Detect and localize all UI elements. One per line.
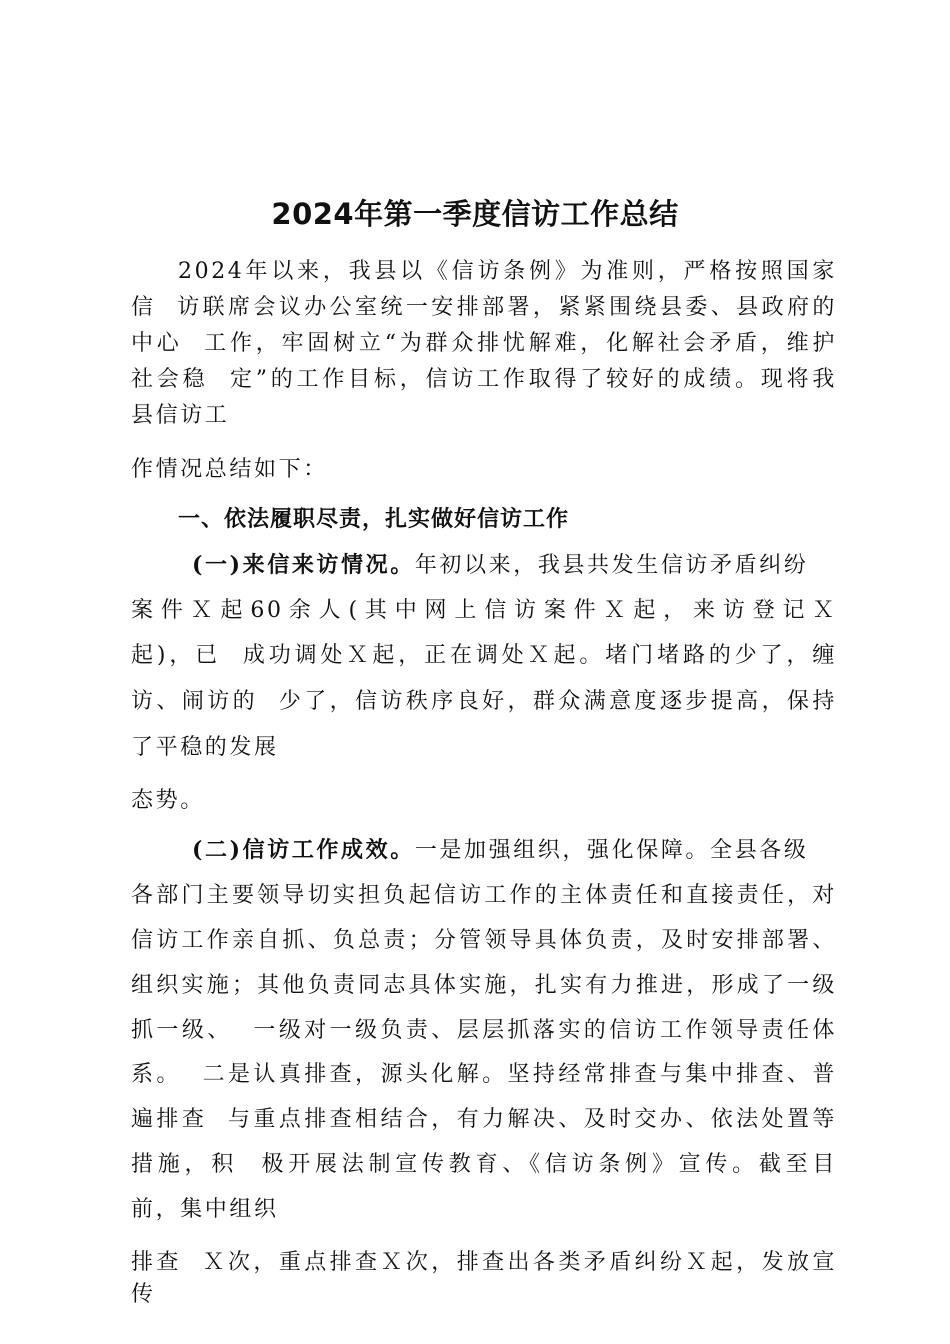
- paragraph-line: 态势。: [131, 788, 205, 813]
- paragraph-line: 排查 Ｘ次，重点排查Ｘ次，排查出各类矛盾纠纷Ｘ起，发放宣: [131, 1250, 837, 1275]
- subsection-lead: (二)信访工作成效。: [192, 837, 415, 863]
- paragraph-line: 传: [131, 1282, 156, 1307]
- paragraph-line: 各部门主要领导切实担负起信访工作的主体责任和直接责任，对: [131, 883, 837, 908]
- paragraph-line: 系。 二是认真排查，源头化解。坚持经常排查与集中排查、普: [131, 1062, 837, 1087]
- document-title: 2024年第一季度信访工作总结: [271, 197, 679, 231]
- paragraph-text: 一是加强组织，强化保障。全县各级: [414, 838, 809, 863]
- paragraph-line: 社会稳 定”的工作目标，信访工作取得了较好的成绩。现将我: [131, 367, 837, 392]
- paragraph-line: 案件Ｘ起60余人(其中网上信访案件Ｘ起，来访登记Ｘ: [131, 598, 837, 623]
- paragraph-line: 访、闹访的 少了，信访秩序良好，群众满意度逐步提高，保持: [131, 689, 837, 714]
- paragraph-line: 抓一级、 一级对一级负责、层层抓落实的信访工作领导责任体: [131, 1018, 837, 1043]
- paragraph-line: 措施，积 极开展法制宣传教育、《信访条例》宣传。截至目: [131, 1152, 837, 1177]
- paragraph-line: 作情况总结如下：: [131, 457, 328, 482]
- paragraph-line: 信 访联席会议办公室统一安排部署，紧紧围绕县委、县政府的: [131, 295, 837, 320]
- paragraph-line: 信访工作亲自抓、负总责；分管领导具体负责，及时安排部署、: [131, 928, 837, 953]
- paragraph-line: 起)，已 成功调处Ｘ起，正在调处Ｘ起。堵门堵路的少了，缠: [131, 643, 837, 668]
- paragraph-line: 了平稳的发展: [131, 735, 279, 760]
- paragraph-line: 2024年以来，我县以《信访条例》为准则，严格按照国家: [178, 259, 837, 284]
- subsection-lead: (一)来信来访情况。: [192, 552, 415, 578]
- paragraph-text: 年初以来，我县共发生信访矛盾纠纷: [414, 553, 809, 578]
- section-heading: 一、依法履职尽责，扎实做好信访工作: [178, 507, 570, 532]
- paragraph-line: 遍排查 与重点排查相结合，有力解决、及时交办、依法处置等: [131, 1107, 837, 1132]
- paragraph-line: 县信访工: [131, 403, 230, 428]
- paragraph-line: 前，集中组织: [131, 1197, 279, 1222]
- paragraph-line: [192, 548, 808, 579]
- paragraph-line: [192, 833, 808, 864]
- paragraph-line: 组织实施；其他负责同志具体实施，扎实有力推进，形成了一级: [131, 973, 837, 998]
- paragraph-line: 中心 工作，牢固树立“为群众排忧解难，化解社会矛盾，维护: [131, 331, 837, 356]
